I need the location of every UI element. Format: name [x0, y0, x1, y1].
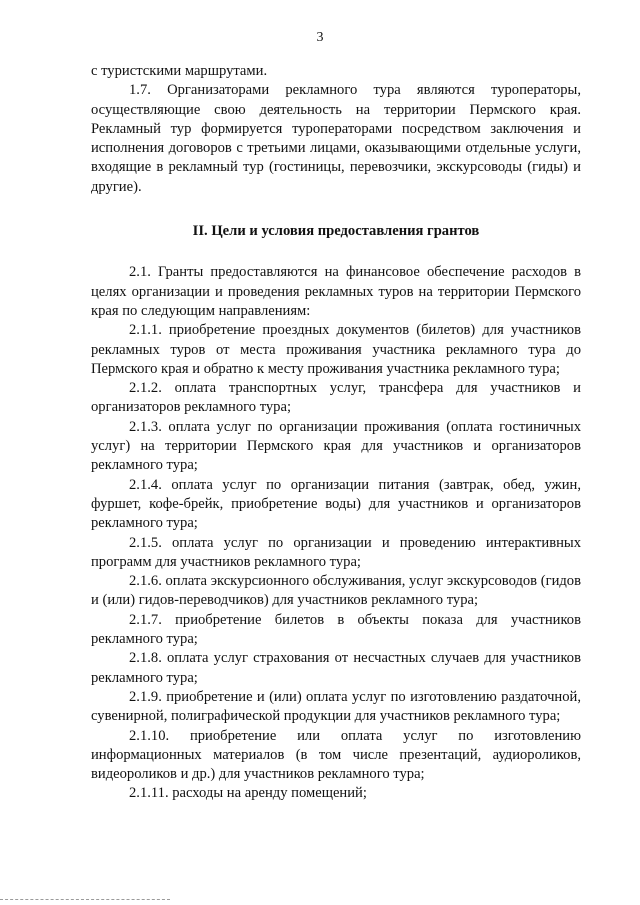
paragraph-2-1-1: 2.1.1. приобретение проездных документов (билетов) для участников рекламных туров от места проживания участника рекламного тура до Пермского края и обратно к месту проживания участника рекламного тура; — [91, 322, 581, 377]
paragraph-2-1-7: 2.1.7. приобретение билетов в объекты показа для участников рекламного тура; — [91, 611, 581, 648]
paragraph-2-1-3: 2.1.3. оплата услуг по организации проживания (оплата гостиничных услуг) на территории Пермского края для участников и организаторов рекламного тура; — [91, 418, 581, 474]
scan-edge-line — [0, 899, 170, 901]
paragraph-2-1: 2.1. Гранты предоставляются на финансовое обеспечение расходов в целях организации и проведения рекламных туров на территории Пермского края по следующим направлениям: — [91, 264, 581, 319]
paragraph-2-1-5: 2.1.5. оплата услуг по организации и проведению интерактивных программ для участников рекламного тура; — [91, 534, 581, 570]
page-number: 3 — [316, 30, 324, 45]
document-body — [91, 62, 581, 804]
paragraph-1-7: 1.7. Организаторами рекламного тура являются туроператоры, осуществляющие свою деятельность на территории Пермского края. Рекламный тур формируется туроператорами посредством заключения и исполнения договоров с третьими лицами, оказывающими отдельные услуги, входящие в рекламный тур (гостиницы, перевозчики, экскурсоводы (гиды) и другие). — [91, 82, 581, 195]
paragraph-2-1-8: 2.1.8. оплата услуг страхования от несчастных случаев для участников рекламного тура; — [91, 650, 581, 686]
paragraph-2-1-4: 2.1.4. оплата услуг по организации питания (завтрак, обед, ужин, фуршет, кофе-брейк, приобретение воды) для участников и организаторов рекламного тура; — [91, 476, 581, 532]
paragraph-2-1-6: 2.1.6. оплата экскурсионного обслуживания, услуг экскурсоводов (гидов и (или) гидов-переводчиков) для участников рекламного тура; — [91, 573, 581, 609]
paragraph-2-1-11: 2.1.11. расходы на аренду помещений; — [129, 785, 367, 802]
paragraph-2-1-2: 2.1.2. оплата транспортных услуг, трансфера для участников и организаторов рекламного тура; — [91, 380, 581, 416]
paragraph-2-1-10: 2.1.10. приобретение или оплата услуг по изготовлению информационных материалов (в том числе презентаций, аудиороликов, видеороликов и др.) для участников рекламного тура; — [91, 727, 581, 783]
section-heading: II. Цели и условия предоставления грантов — [192, 223, 480, 240]
paragraph-2-1-9: 2.1.9. приобретение и (или) оплата услуг по изготовлению раздаточной, сувенирной, полиграфической продукции для участников рекламного тура; — [91, 688, 581, 725]
paragraph-continuation: с туристскими маршрутами. — [91, 63, 268, 79]
